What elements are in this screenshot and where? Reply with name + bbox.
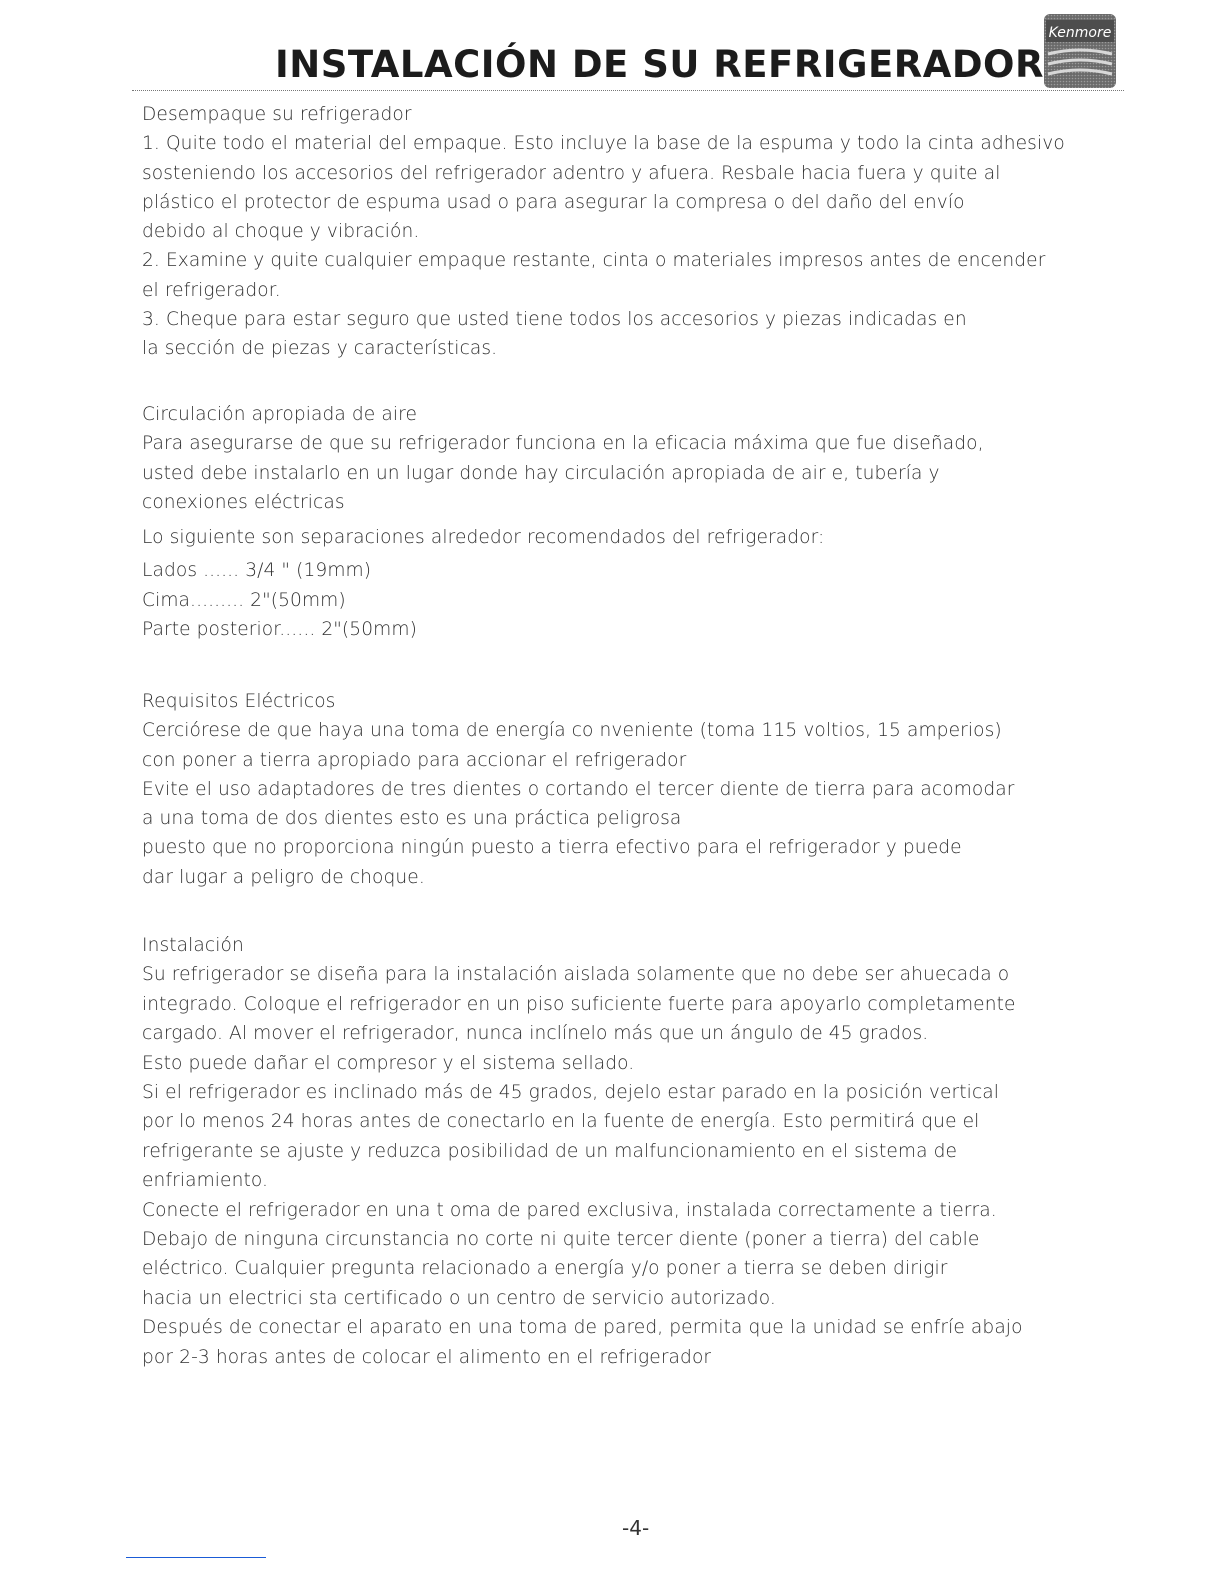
section-installation <box>142 931 1072 1372</box>
page-number: -4- <box>622 1516 650 1540</box>
kenmore-logo <box>1044 14 1116 88</box>
section-unpack <box>142 100 1072 364</box>
text-line: Para asegurarse de que su refrigerador funciona en la eficacia máxima que fue diseñado, <box>142 433 984 455</box>
text-line: Cerciórese de que haya una toma de energía co nveniente (toma 115 voltios, 15 amperios) <box>142 720 1002 742</box>
text-line: conexiones eléctricas <box>142 491 345 513</box>
text-line: Conecte el refrigerador en una t oma de pared exclusiva, instalada correctamente a tierra. <box>142 1199 997 1221</box>
text-line: Debajo de ninguna circunstancia no corte ni quite tercer diente (poner a tierra) del cable <box>142 1229 980 1251</box>
clearance-item: Lados ...... 3/4 " (19mm) <box>142 560 372 582</box>
clearance-item: Parte posterior...... 2"(50mm) <box>142 619 417 641</box>
text-line: debido al choque y vibración. <box>142 221 420 243</box>
text-line: por lo menos 24 horas antes de conectarlo en la fuente de energía. Esto permitirá que el <box>142 1111 980 1133</box>
text-line: hacia un electrici sta certificado o un centro de servicio autorizado. <box>142 1287 776 1309</box>
text-line: Después de conectar el aparato en una toma de pared, permita que la unidad se enfríe abajo <box>142 1317 1023 1339</box>
text-line: dar lugar a peligro de choque. <box>142 866 425 888</box>
text-line: la sección de piezas y características. <box>142 338 498 360</box>
text-line: puesto que no proporciona ningún puesto a tierra efectivo para el refrigerador y puede <box>142 837 962 859</box>
text-line: plástico el protector de espuma usad o para asegurar la compresa o del daño del envío <box>142 191 965 213</box>
text-line: eléctrico. Cualquier pregunta relacionado a energía y/o poner a tierra se deben dirigir <box>142 1258 948 1280</box>
text-line: Si el refrigerador es inclinado más de 45 grados, dejelo estar parado en la posición vertical <box>142 1082 1000 1104</box>
text-line: integrado. Coloque el refrigerador en un piso suficiente fuerte para apoyarlo completamente <box>142 993 1016 1015</box>
text-line: refrigerante se ajuste y reduzca posibilidad de un malfuncionamiento en el sistema de <box>142 1140 958 1162</box>
text-line: sosteniendo los accesorios del refrigerador adentro y afuera. Resbale hacia fuera y quite al <box>142 162 1001 184</box>
text-line: 1. Quite todo el material del empaque. Esto incluye la base de la espuma y todo la cinta adhesivo <box>142 133 1065 155</box>
svg-text:Kenmore: Kenmore <box>1048 25 1112 41</box>
text-line: con poner a tierra apropiado para accionar el refrigerador <box>142 749 687 771</box>
text-line: el refrigerador. <box>142 279 281 301</box>
text-line: enfriamiento. <box>142 1170 269 1192</box>
section-electrical <box>142 687 1072 892</box>
section-heading: Circulación apropiada de aire <box>142 404 417 425</box>
text-line: Su refrigerador se diseña para la instalación aislada solamente que no debe ser ahuecada o <box>142 964 1010 986</box>
section-heading: Desempaque su refrigerador <box>142 104 412 125</box>
text-line: cargado. Al mover el refrigerador, nunca inclínelo más que un ángulo de 45 grados. <box>142 1023 929 1045</box>
text-line: 3. Cheque para estar seguro que usted tiene todos los accesorios y piezas indicadas en <box>142 309 967 331</box>
header-divider <box>132 90 1124 91</box>
section-heading: Requisitos Eléctricos <box>142 691 336 712</box>
text-line: Evite el uso adaptadores de tres dientes o cortando el tercer diente de tierra para acomodar <box>142 778 1015 800</box>
section-heading: Instalación <box>142 935 244 956</box>
section-air-circulation <box>142 400 1072 644</box>
text-line: Esto puede dañar el compresor y el sistema sellado. <box>142 1052 635 1074</box>
text-line: a una toma de dos dientes esto es una práctica peligrosa <box>142 808 682 830</box>
text-line: usted debe instalarlo en un lugar donde hay circulación apropiada de air e, tubería y <box>142 462 940 484</box>
page-title: INSTALACIÓN DE SU REFRIGERADOR <box>275 43 1044 86</box>
clearances-intro: Lo siguiente son separaciones alrededor recomendados del refrigerador: <box>142 527 825 549</box>
text-line: 2. Examine y quite cualquier empaque restante, cinta o materiales impresos antes de encender <box>142 250 1046 272</box>
clearance-item: Cima......... 2"(50mm) <box>142 589 346 611</box>
footer-rule <box>126 1557 266 1558</box>
text-line: por 2-3 horas antes de colocar el alimento en el refrigerador <box>142 1346 712 1368</box>
